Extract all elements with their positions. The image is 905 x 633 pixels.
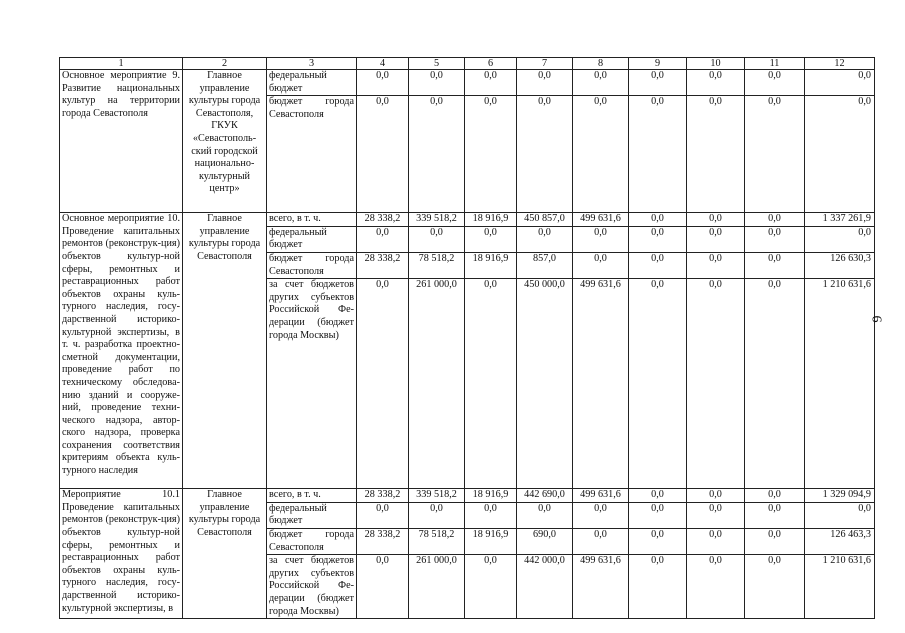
amount-cell: 0,0	[687, 502, 745, 528]
column-header: 6	[465, 58, 517, 70]
amount-cell: 0,0	[629, 226, 687, 252]
amount-cell: 126 463,3	[805, 528, 875, 554]
amount-cell: 442 000,0	[517, 555, 573, 619]
amount-cell: 0,0	[745, 70, 805, 96]
amount-cell: 0,0	[629, 502, 687, 528]
amount-cell: 0,0	[745, 489, 805, 503]
table-row	[60, 489, 875, 503]
amount-cell: 261 000,0	[409, 279, 465, 489]
amount-cell: 0,0	[687, 226, 745, 252]
amount-cell: 0,0	[517, 226, 573, 252]
amount-cell: 339 518,2	[409, 213, 465, 227]
amount-cell: 690,0	[517, 528, 573, 554]
amount-cell: 339 518,2	[409, 489, 465, 503]
amount-cell: 1 329 094,9	[805, 489, 875, 503]
amount-cell: 18 916,9	[465, 252, 517, 278]
activity-name-cell: Основное мероприятие 10. Проведение капитальных ремонтов (реконструк-ция) объектов культур-ной сферы, ремонтных и реставрационных работ объектов охраны куль-турного наследия, госу-дарственной историко-культурной экспертизы, в т. ч. разработка проектно-сметной документации, проведение работ по техническому обследова-нию зданий и сооруже-ний, проведение техни-ческого надзора, автор-ского надзора, проверка сохранения соответствия критериям объекта куль-турного наследия	[60, 213, 183, 489]
amount-cell: 0,0	[745, 213, 805, 227]
amount-cell: 0,0	[745, 555, 805, 619]
amount-cell: 0,0	[517, 70, 573, 96]
amount-cell: 0,0	[465, 279, 517, 489]
amount-cell: 0,0	[629, 252, 687, 278]
amount-cell: 78 518,2	[409, 252, 465, 278]
funding-source-cell: всего, в т. ч.	[267, 489, 357, 503]
column-header: 5	[409, 58, 465, 70]
amount-cell: 0,0	[573, 502, 629, 528]
amount-cell: 0,0	[687, 96, 745, 213]
amount-cell: 0,0	[573, 252, 629, 278]
amount-cell: 0,0	[573, 96, 629, 213]
amount-cell: 0,0	[745, 502, 805, 528]
amount-cell: 499 631,6	[573, 213, 629, 227]
amount-cell: 0,0	[357, 279, 409, 489]
column-header: 4	[357, 58, 409, 70]
amount-cell: 0,0	[357, 226, 409, 252]
column-header: 11	[745, 58, 805, 70]
funding-source-cell: бюджет города Севастополя	[267, 96, 357, 213]
amount-cell: 0,0	[687, 555, 745, 619]
amount-cell: 0,0	[629, 489, 687, 503]
funding-source-cell: за счет бюджетов других субъектов Российской Фе-дерации (бюджет города Москвы)	[267, 279, 357, 489]
column-header: 1	[60, 58, 183, 70]
amount-cell: 28 338,2	[357, 528, 409, 554]
amount-cell: 0,0	[465, 555, 517, 619]
amount-cell: 0,0	[687, 252, 745, 278]
amount-cell: 0,0	[745, 528, 805, 554]
amount-cell: 0,0	[629, 279, 687, 489]
amount-cell: 0,0	[687, 528, 745, 554]
amount-cell: 0,0	[745, 96, 805, 213]
column-header: 7	[517, 58, 573, 70]
amount-cell: 0,0	[409, 226, 465, 252]
amount-cell: 0,0	[517, 502, 573, 528]
amount-cell: 1 337 261,9	[805, 213, 875, 227]
funding-source-cell: бюджет города Севастополя	[267, 252, 357, 278]
column-header: 9	[629, 58, 687, 70]
amount-cell: 499 631,6	[573, 279, 629, 489]
amount-cell: 450 857,0	[517, 213, 573, 227]
amount-cell: 0,0	[357, 70, 409, 96]
column-header: 12	[805, 58, 875, 70]
page-number: 6	[868, 315, 884, 323]
table-row	[60, 70, 875, 96]
amount-cell: 0,0	[805, 70, 875, 96]
amount-cell: 0,0	[409, 70, 465, 96]
amount-cell: 1 210 631,6	[805, 555, 875, 619]
amount-cell: 0,0	[745, 226, 805, 252]
amount-cell: 0,0	[805, 96, 875, 213]
amount-cell: 499 631,6	[573, 555, 629, 619]
amount-cell: 18 916,9	[465, 489, 517, 503]
executor-cell: Главное управление культуры города Севастополя	[183, 489, 267, 619]
activity-name-cell: Основное мероприятие 9. Развитие национальных культур на территории города Севастополя	[60, 70, 183, 213]
table-row	[60, 213, 875, 227]
amount-cell: 0,0	[409, 502, 465, 528]
amount-cell: 857,0	[517, 252, 573, 278]
amount-cell: 0,0	[517, 96, 573, 213]
amount-cell: 0,0	[687, 213, 745, 227]
amount-cell: 0,0	[465, 96, 517, 213]
amount-cell: 126 630,3	[805, 252, 875, 278]
amount-cell: 499 631,6	[573, 489, 629, 503]
amount-cell: 261 000,0	[409, 555, 465, 619]
executor-cell: Главное управление культуры города Севастополя	[183, 213, 267, 489]
amount-cell: 0,0	[745, 252, 805, 278]
amount-cell: 0,0	[745, 279, 805, 489]
funding-source-cell: бюджет города Севастополя	[267, 528, 357, 554]
column-number-row	[60, 58, 875, 70]
funding-source-cell: федеральный бюджет	[267, 502, 357, 528]
amount-cell: 28 338,2	[357, 213, 409, 227]
amount-cell: 0,0	[357, 502, 409, 528]
amount-cell: 0,0	[573, 226, 629, 252]
amount-cell: 0,0	[629, 528, 687, 554]
amount-cell: 0,0	[805, 226, 875, 252]
column-header: 2	[183, 58, 267, 70]
amount-cell: 0,0	[573, 70, 629, 96]
column-header: 8	[573, 58, 629, 70]
amount-cell: 0,0	[409, 96, 465, 213]
amount-cell: 442 690,0	[517, 489, 573, 503]
executor-cell: Главное управление культуры города Севастополя, ГКУК «Севастополь-ский городской национально-культурный центр»	[183, 70, 267, 213]
amount-cell: 0,0	[629, 70, 687, 96]
amount-cell: 0,0	[465, 70, 517, 96]
column-header: 10	[687, 58, 745, 70]
amount-cell: 0,0	[629, 96, 687, 213]
amount-cell: 0,0	[687, 489, 745, 503]
amount-cell: 1 210 631,6	[805, 279, 875, 489]
amount-cell: 0,0	[805, 502, 875, 528]
amount-cell: 0,0	[629, 555, 687, 619]
amount-cell: 78 518,2	[409, 528, 465, 554]
funding-source-cell: за счет бюджетов других субъектов Российской Фе-дерации (бюджет города Москвы)	[267, 555, 357, 619]
amount-cell: 28 338,2	[357, 252, 409, 278]
amount-cell: 18 916,9	[465, 213, 517, 227]
amount-cell: 0,0	[357, 555, 409, 619]
amount-cell: 0,0	[357, 96, 409, 213]
funding-source-cell: федеральный бюджет	[267, 70, 357, 96]
funding-source-cell: всего, в т. ч.	[267, 213, 357, 227]
amount-cell: 0,0	[465, 502, 517, 528]
amount-cell: 450 000,0	[517, 279, 573, 489]
amount-cell: 0,0	[629, 213, 687, 227]
amount-cell: 0,0	[465, 226, 517, 252]
amount-cell: 18 916,9	[465, 528, 517, 554]
amount-cell: 0,0	[687, 70, 745, 96]
amount-cell: 0,0	[687, 279, 745, 489]
amount-cell: 0,0	[573, 528, 629, 554]
activity-name-cell: Мероприятие 10.1 Проведение капитальных ремонтов (реконструк-ция) объектов культур-ной сферы, ремонтных и реставрационных работ объектов охраны куль-турного наследия, госу-дарственной историко-культурной экспертизы, в	[60, 489, 183, 619]
column-header: 3	[267, 58, 357, 70]
amount-cell: 28 338,2	[357, 489, 409, 503]
funding-source-cell: федеральный бюджет	[267, 226, 357, 252]
budget-table	[59, 57, 875, 619]
